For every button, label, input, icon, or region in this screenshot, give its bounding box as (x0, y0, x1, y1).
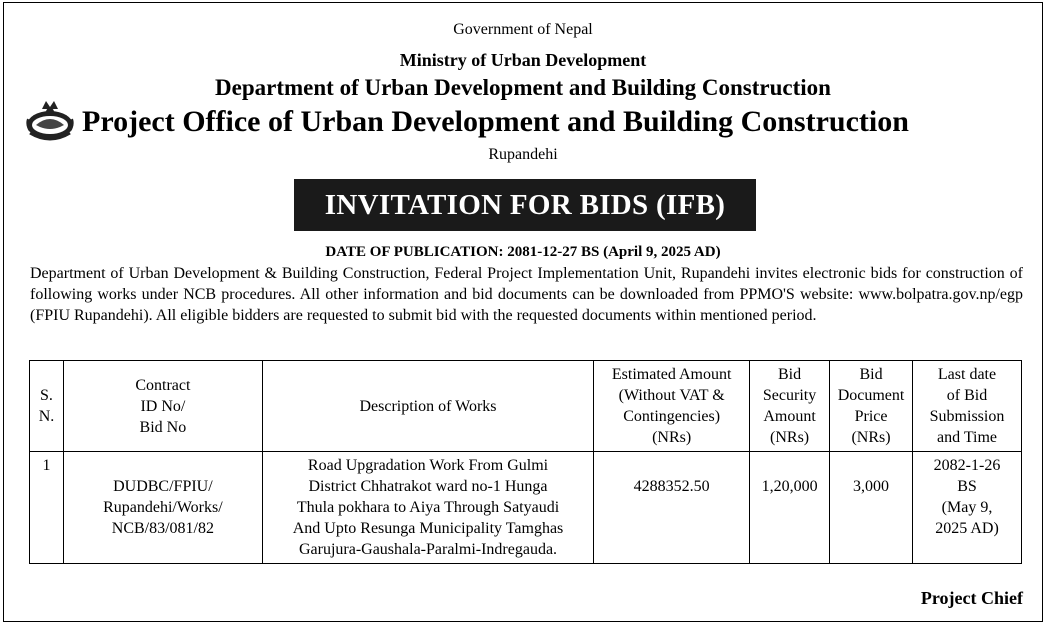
cell-description: Road Upgradation Work From Gulmi District Chhatrakot ward no-1 Hunga Thula pokhara to Aiya Through Satyaudi And Upto Resunga Municipality Tamghas Garujura-Gaushala-Paralmi-Indregauda. (262, 452, 593, 564)
cell-security: 1,20,000 (750, 452, 830, 564)
header-sn: S. N. (30, 361, 64, 452)
intro-paragraph: Department of Urban Development & Building Construction, Federal Project Implementation Unit, Rupandehi invites electronic bids for construction of following works under NCB procedures. All other information and bid documents can be downloaded from PPMO'S website: www.bolpatra.gov.np/egp (FPIU Rupandehi). All eligible bidders are requested to submit bid with the requested documents within mentioned period. (30, 265, 1023, 324)
ifb-title: INVITATION FOR BIDS (IFB) (324, 188, 726, 221)
cell-last-date: 2082-1-26 BS (May 9, 2025 AD) (913, 452, 1022, 564)
header-contract: Contract ID No/ Bid No (63, 361, 262, 452)
publication-date: DATE OF PUBLICATION: 2081-12-27 BS (April 9, 2025 AD) (325, 244, 721, 260)
department-line: Department of Urban Development and Building Construction (215, 75, 831, 100)
table-header-row (30, 361, 1022, 452)
cell-sn: 1 (30, 452, 64, 564)
cell-contract: DUDBC/FPIU/ Rupandehi/Works/ NCB/83/081/82 (63, 452, 262, 564)
nepal-emblem-icon (24, 95, 76, 143)
header-last-date: Last date of Bid Submission and Time (913, 361, 1022, 452)
cell-doc-price: 3,000 (830, 452, 913, 564)
office-title: Project Office of Urban Development and Building Construction (82, 105, 909, 138)
header-doc-price: Bid Document Price (NRs) (830, 361, 913, 452)
signature: Project Chief (920, 588, 1023, 608)
district-line: Rupandehi (488, 146, 558, 163)
notice-page (3, 2, 1043, 622)
government-line: Government of Nepal (453, 21, 593, 38)
cell-amount: 4288352.50 (594, 452, 750, 564)
ministry-line: Ministry of Urban Development (399, 50, 647, 70)
ifb-title-box (294, 179, 756, 231)
header-description: Description of Works (262, 361, 593, 452)
table-row (30, 452, 1022, 564)
header-amount: Estimated Amount (Without VAT & Contingencies) (NRs) (594, 361, 750, 452)
header-security: Bid Security Amount (NRs) (750, 361, 830, 452)
bids-table (29, 360, 1022, 564)
